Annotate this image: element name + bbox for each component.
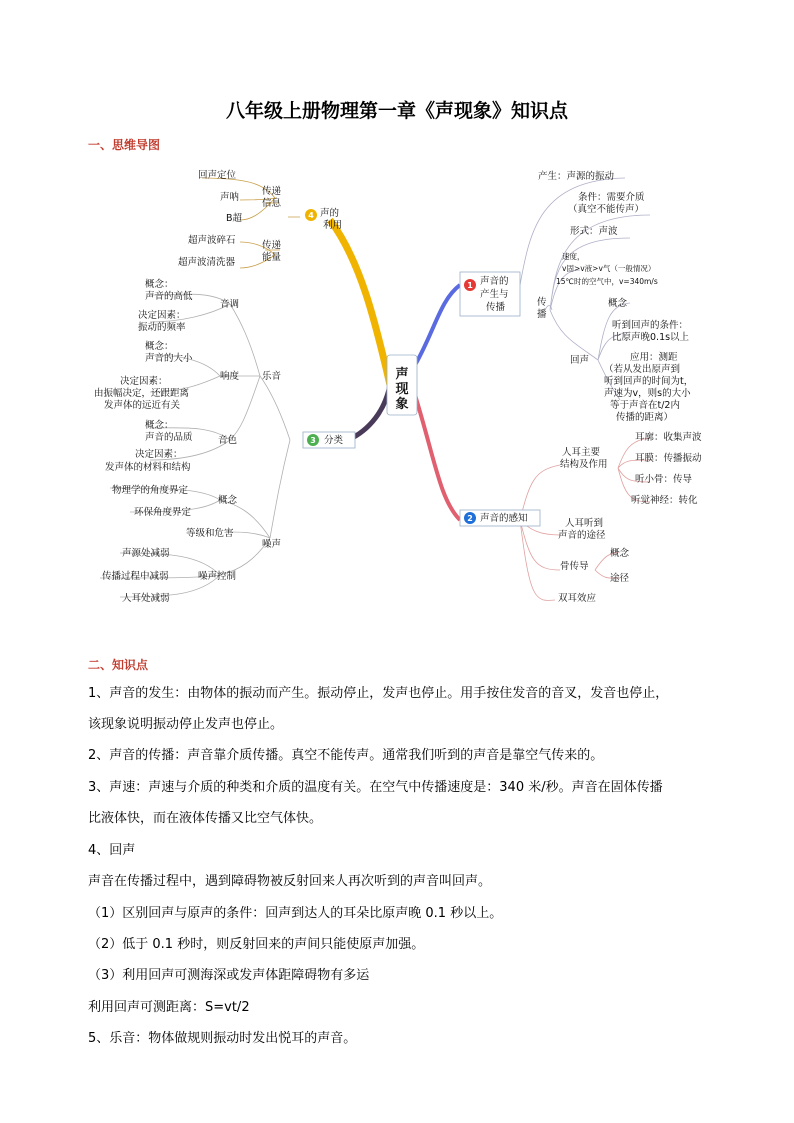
node-bone-concept: 概念 <box>610 548 630 559</box>
node-echo-app-a: 应用：测距 <box>630 352 678 363</box>
node-pitch-concept-b: 声音的高低 <box>145 291 193 302</box>
node-lithotripsy: 超声波碎石 <box>188 235 236 246</box>
node-noise-env: 环保角度界定 <box>134 507 192 518</box>
node-hear-b: 声音的途径 <box>558 530 606 541</box>
branch-3-label: 分类 <box>324 435 344 446</box>
node-form: 形式：声波 <box>570 226 618 237</box>
node-prop-b: 播 <box>537 309 547 320</box>
node-ctl-source: 声源处减弱 <box>122 548 170 559</box>
node-loud-factor-c: 发声体的远近有关 <box>104 400 181 411</box>
node-echo-app-f: 传播的距离） <box>616 412 674 423</box>
node-noise-physics: 物理学的角度界定 <box>112 485 189 496</box>
node-ctl-ear: 人耳处减弱 <box>122 593 170 604</box>
branch-2-line <box>415 395 460 520</box>
node-ctl-path: 传播过程中减弱 <box>102 571 169 582</box>
node-sonar: 声呐 <box>220 192 240 203</box>
node-pitch-factor-b: 振动的频率 <box>138 322 186 333</box>
node-ear-drum: 耳膜：传播振动 <box>635 453 702 464</box>
node-noise-concept: 概念 <box>218 495 238 506</box>
paragraph-4-2: （2）低于 0.1 秒时，则反射回来的声间只能使原声加强。 <box>88 937 425 952</box>
mind-map <box>90 160 710 610</box>
branch-2-label: 声音的感知 <box>480 513 528 524</box>
paragraph-4-1: （1）区别回声与原声的条件：回声到达人的耳朵比原声晚 0.1 秒以上。 <box>88 906 503 921</box>
branch-4-line <box>330 220 390 385</box>
paragraph-4-formula: 利用回声可测距离：S=vt/2 <box>88 1000 250 1015</box>
paragraph-3b: 比液体快，而在液体传播又比空气体快。 <box>88 811 323 826</box>
node-echo-cond-b: 比原声晚0.1s以上 <box>612 332 690 343</box>
node-echo-concept: 概念 <box>608 298 628 309</box>
node-info-b: 信息 <box>262 198 282 209</box>
branch-4-number: 4 <box>308 211 314 220</box>
node-echo-app-c: 听到回声的时间为t， <box>604 376 694 387</box>
node-ear-a: 人耳主要 <box>562 447 601 458</box>
paragraph-4-heading: 4、回声 <box>88 843 136 858</box>
node-noise-control: 噪声控制 <box>198 571 237 582</box>
node-ear-auricle: 耳廓：收集声波 <box>635 432 702 443</box>
node-loud-concept-b: 声音的大小 <box>145 353 193 364</box>
node-loud-concept-a: 概念： <box>145 341 174 352</box>
branch-1-line <box>415 285 460 365</box>
page-title: 八年级上册物理第一章《声现象》知识点 <box>225 100 568 122</box>
node-cond-b: （真空不能传声） <box>568 204 645 215</box>
node-echo-app-d: 声速为v，则s的大小 <box>604 388 691 399</box>
branch-4-label-b: 利用 <box>323 220 343 231</box>
paragraph-1a: 1、声音的发生：由物体的振动而产生。振动停止，发声也停止。用手按住发音的音叉，发音也停止， <box>88 686 669 701</box>
section-heading-mindmap: 一、思维导图 <box>88 138 161 152</box>
branch-1-label-b: 产生与 <box>480 289 509 300</box>
node-speed-c: 15℃时的空气中，v=340m/s <box>556 277 658 286</box>
node-tim-factor-b: 发声体的材料和结构 <box>105 462 191 473</box>
node-energy-b: 能量 <box>262 252 282 263</box>
node-echo: 回声 <box>570 355 590 366</box>
node-musical-sound: 乐音 <box>262 371 282 382</box>
node-loud-factor-b: 由振幅决定，还跟距离 <box>94 388 190 399</box>
branch-1-label-c: 传播 <box>486 302 506 313</box>
node-hear-a: 人耳听到 <box>565 518 604 529</box>
paragraph-3a: 3、声速：声速与介质的种类和介质的温度有关。在空气中传播速度是：340 米/秒。声音在固体传播 <box>88 780 663 795</box>
node-bone-path: 途径 <box>610 573 630 584</box>
node-echo-app-e: 等于声音在t/2内 <box>610 400 680 411</box>
node-echolocation: 回声定位 <box>198 170 237 181</box>
node-energy-a: 传递 <box>262 240 282 251</box>
node-timbre: 音色 <box>218 435 238 446</box>
node-pitch-factor-a: 决定因素： <box>138 310 186 321</box>
node-produce: 产生：声源的振动 <box>538 171 615 182</box>
branch-1-number: 1 <box>467 281 473 290</box>
branch-1-label-a: 声音的 <box>480 276 509 287</box>
node-pitch: 音调 <box>220 299 240 310</box>
paragraph-1b: 该现象说明振动停止发声也停止。 <box>88 717 284 732</box>
node-echo-app-b: （若从发出原声到 <box>604 364 681 375</box>
node-tim-factor-a: 决定因素： <box>135 449 183 460</box>
node-echo-cond-a: 听到回声的条件： <box>612 320 689 331</box>
branch-4-label-a: 声的 <box>320 208 340 219</box>
node-binaural: 双耳效应 <box>558 593 597 604</box>
node-info-a: 传递 <box>262 186 282 197</box>
node-b-ultrasound: B超 <box>226 213 243 224</box>
node-loud-factor-a: 决定因素： <box>120 376 168 387</box>
section-heading-knowledge: 二、知识点 <box>88 658 149 672</box>
center-node-label-2: 现 <box>395 382 409 397</box>
node-ear-b: 结构及作用 <box>560 459 608 470</box>
node-speed-a: 速度， <box>562 252 585 261</box>
node-ear-nerve: 听觉神经：转化 <box>631 495 698 506</box>
node-pitch-concept-a: 概念： <box>145 279 174 290</box>
node-prop-a: 传 <box>537 297 547 308</box>
node-speed-b: v固>v液>v气（一般情况） <box>562 264 656 273</box>
node-ear-ossicle: 听小骨：传导 <box>635 474 693 485</box>
node-loudness: 响度 <box>220 371 240 382</box>
paragraph-2: 2、声音的传播：声音靠介质传播。真空不能传声。通常我们听到的声音是靠空气传来的。 <box>88 748 604 763</box>
node-ultrasonic-cleaner: 超声波清洗器 <box>178 257 236 268</box>
node-tim-concept-b: 声音的品质 <box>145 432 193 443</box>
node-noise: 噪声 <box>262 539 282 550</box>
center-node-label-3: 象 <box>395 397 409 412</box>
node-noise-level: 等级和危害 <box>186 528 234 539</box>
paragraph-5: 5、乐音：物体做规则振动时发出悦耳的声音。 <box>88 1031 357 1046</box>
center-node-label-1: 声 <box>395 367 409 382</box>
paragraph-4-def: 声音在传播过程中，遇到障碍物被反射回来人再次听到的声音叫回声。 <box>88 874 492 889</box>
node-cond-a: 条件：需要介质 <box>578 192 645 203</box>
node-tim-concept-a: 概念： <box>145 420 174 431</box>
node-bone-conduction: 骨传导 <box>560 561 589 572</box>
branch-2-number: 2 <box>467 514 473 523</box>
paragraph-4-3: （3）利用回声可测海深或发声体距障碍物有多运 <box>88 968 370 983</box>
branch-3-number: 3 <box>310 436 316 445</box>
